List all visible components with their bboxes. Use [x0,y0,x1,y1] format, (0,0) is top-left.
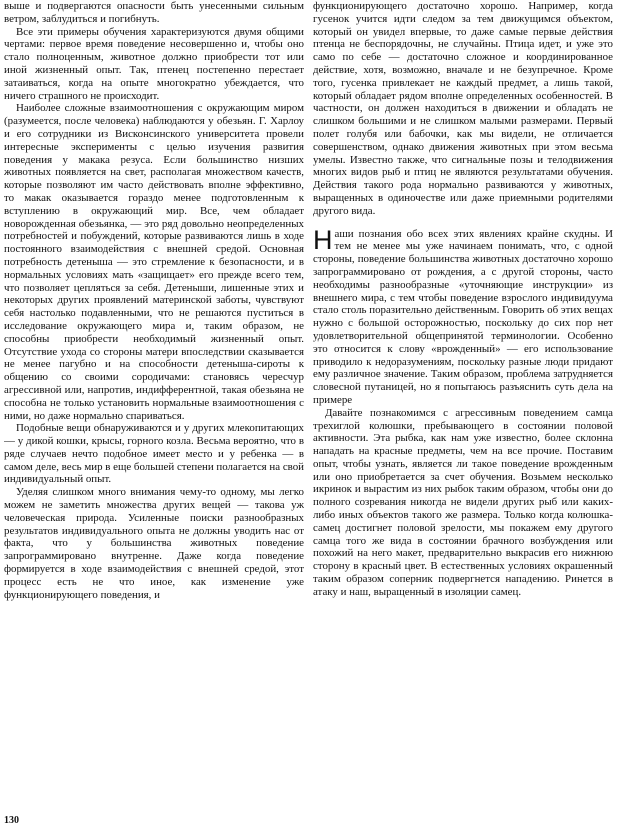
paragraph-text: выше и подвергаются опасности быть унесенными сильным ветром, заблудиться и погибнуть. [4,0,304,25]
paragraph [4,422,304,486]
paragraph [313,407,613,599]
paragraph-text: Уделяя слишком много внимания чему-то одному, мы легко можем не заметить множества других вещей — такова уж человеческая природа. Усиленные поиски разнообразных результатов индивидуального опыта не должны уводить нас от факта, что у большинства животных поведение запрограммировано внутренне. Даже когда поведение формируется в ходе взаимодействия с внешней средой, этот процесс есть не что иное, как изменение уже функционирующего поведения, и [4,486,304,601]
paragraph [4,26,304,103]
paragraph [313,0,613,218]
left-column [4,0,304,812]
paragraph-text: Подобные вещи обнаруживаются и у других млекопитающих — у дикой кошки, крысы, горного козла. Весьма вероятно, что в ряде случаев нечто подобное имеет место и у ребенка — в самом деле, весь мир в еще большей степени полагается на свой индивидуальный опыт. [4,422,304,486]
paragraph-text: аши познания обо всех этих явлениях крайне скудны. И тем не менее мы уже начинаем понимать, что, с одной стороны, поведение большинства животных достаточно хорошо запрограммировано от рождения, а с другой стороны, часто необходимы разнообразные «уточняющие инструкции» из внешнего мира, с тем чтобы поведение взрослого индивидуума стало столь поразительно действенным. Говорить об этих вещах нужно с большой осторожностью, поскольку до сих пор нет удовлетворительной общепринятой терминологии. Особенно это относится к слову «врожденный» — его использование приводило к недоразумениям, поскольку разные люди придают ему различное значение. Таким образом, проблема затрудняется словесной путаницей, но я попытаюсь разъяснить суть дела на примере [313,227,613,406]
paragraph [4,486,304,601]
page-number: 130 [4,815,19,826]
paragraph-text: Все эти примеры обучения характеризуются двумя общими чертами: первое время поведение несовершенно и, чтобы оно стало полноценным, животное должно приобрести тот или иной жизненный опыт. Так, птенец постепенно перестает затаиваться, когда на опыте многократно убеждается, что ничего страшного не происходит. [4,25,304,102]
paragraph [4,102,304,422]
right-column [313,0,613,812]
paragraph-text: функционирующего достаточно хорошо. Например, когда гусенок учится идти следом за тем движущимся объектом, который он увидел впервые, то даже самые первые действия птенца не беспорядочны, не случайны. Птица идет, и уже это само по себе — достаточно сложное и координированное действие, хотя, возможно, вначале и не безупречное. Кроме того, гусенка привлекает не каждый предмет, а лишь такой, который обладает рядом вполне определенных особенностей. В частности, он должен находиться в движении и обладать не слишком большими и не слишком малыми размерами. Первый полет голубя или бабочки, как мы видели, не отличается совершенством, однако движения животных при этом весьма умелы. Известно также, что сигнальные позы и телодвижения многих видов рыб и птиц не являются результатами обучения. Действия такого рода нормально развиваются у животных, выращенных в одиночестве или даже приемными родителями другого вида. [313,0,613,217]
paragraph-text: Наиболее сложные взаимоотношения с окружающим миром (разумеется, после человека) наблюдаются у обезьян. Г. Харлоу и его сотрудники из Висконсинского университета провели интересные эксперименты с целью изучения развития поведения у макака резуса. Если большинство низших животных появляется на свет, располагая множеством качеств, которые позволяют им часто действовать вполне эффективно, то макак оказывается гораздо менее подготовленным к вступлению в окружающий мир. Все, чем обладает новорожденная обезьянка, — это ряд довольно неопределенных потребностей и побуждений, которые развиваются лишь в ходе постоянного взаимодействия с внешней средой. Основная потребность детеныша — это стремление к безопасности, и в нормальных условиях мать «защищает» его прежде всего тем, что позволяет цепляться за себя. Детеныши, лишенные этих и некоторых других проявлений материнской заботы, чувствуют себя настолько подавленными, что не решаются пуститься в исследование окружающего мира и, таким образом, не способны приобрести необходимый жизненный опыт. Отсутствие ухода со стороны матери впоследствии сказывается не менее пагубно и на способности детеныша-сироты к общению со своими сородичами: становясь чересчур агрессивной или, напротив, индифферентной, такая обезьяна не способна не только установить нормальные взаимоотношения с ними, но даже нормально спариваться. [4,102,304,422]
paragraph [313,224,613,407]
paragraph [4,0,304,26]
drop-cap: Н [313,224,333,255]
paragraph-text: Давайте познакомимся с агрессивным поведением самца трехиглой колюшки, пребывающего в состоянии половой активности. Эта рыбка, как нам уже известно, более склонна нападать на красные предметы, чем на все прочие. Поставим опыт, чтобы узнать, является ли такое поведение врожденным или оно приобретается за счет обучения. Возьмем несколько икринок и вырастим из них рыбок таким образом, чтобы они до полного созревания никогда не видели других рыб или каких-либо иных объектов такого же размера. Только когда колюшка-самец достигнет половой зрелости, мы покажем ему другого самца того же вида в состоянии брачного возбуждения или похожий на него макет, предварительно выкрасив его нижнюю сторону в красный цвет. В естественных условиях окрашенный таким образом соперник подвергнется нападению. Ринется в атаку и наш, выращенный в изоляции самец. [313,406,613,598]
